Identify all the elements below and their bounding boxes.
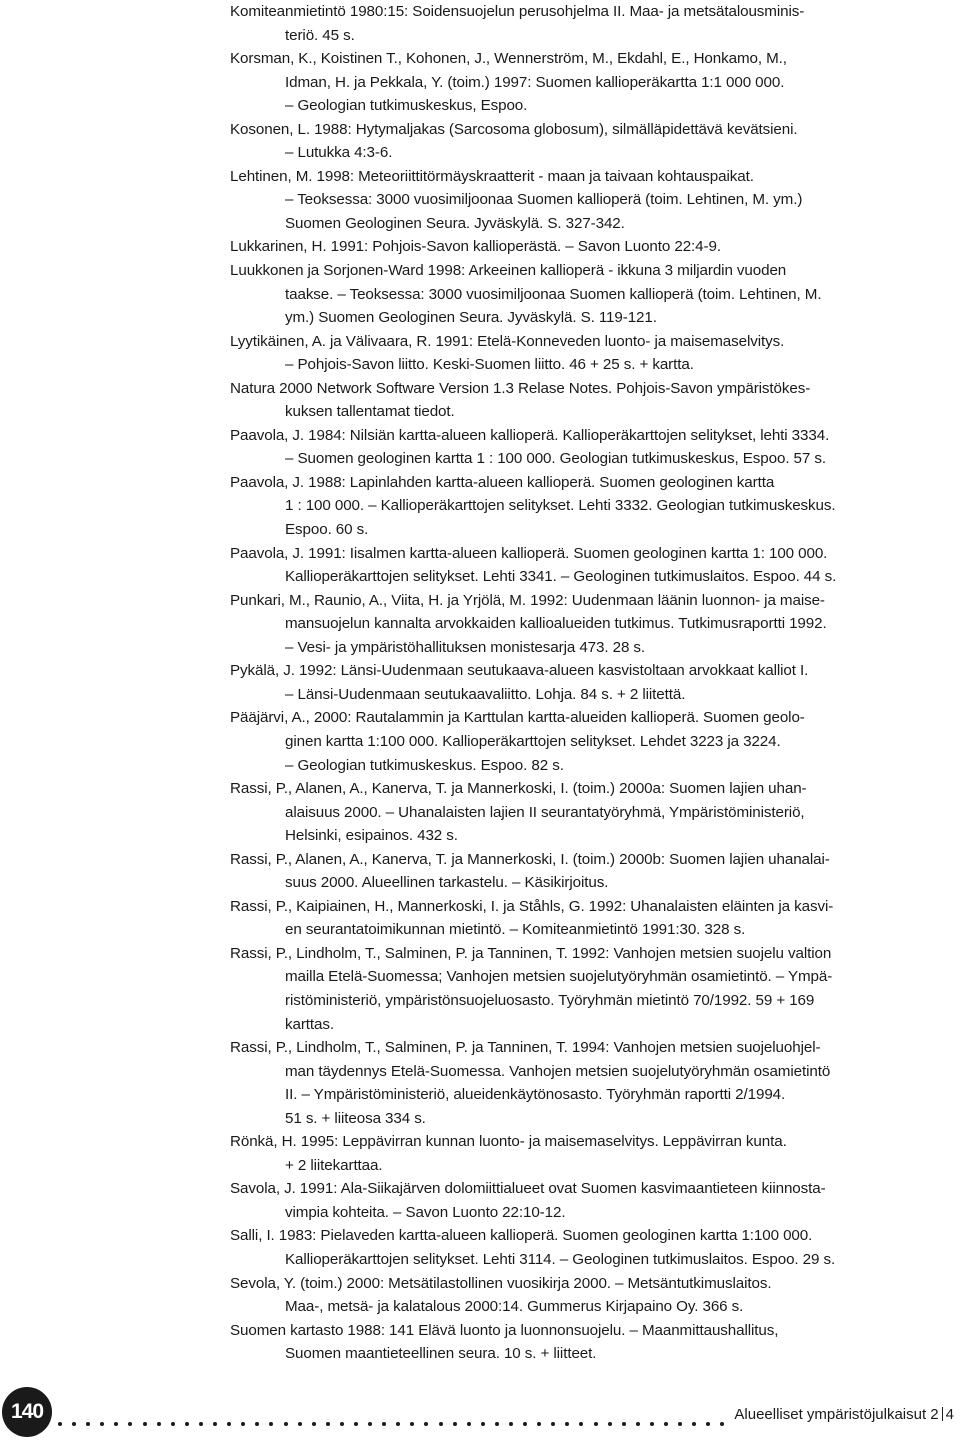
reference-entry: Rönkä, H. 1995: Leppävirran kunnan luonto- ja maisemaselvitys. Leppävirran kunta. + 2 liitekarttaa. xyxy=(230,1133,787,1174)
reference-entry: Rassi, P., Lindholm, T., Salminen, P. ja Tanninen, T. 1994: Vanhojen metsien suojeluohjel- man täydennys Etelä-Suomessa. Vanhojen metsien suojelutyöryhmän osamietintö II. – Ympäristöministeriö, alueidenkäytönosasto. Työryhmän raportti 2/1994. 51 s. + liiteosa 334 s. xyxy=(230,1039,831,1127)
leader-dot xyxy=(636,1422,640,1426)
leader-dot xyxy=(114,1422,118,1426)
reference-entry: Lukkarinen, H. 1991: Pohjois-Savon kallioperästä. – Savon Luonto 22:4-9. xyxy=(230,238,721,256)
leader-dot xyxy=(269,1422,273,1426)
leader-dot xyxy=(664,1422,668,1426)
leader-dot xyxy=(481,1422,485,1426)
leader-dot xyxy=(213,1422,217,1426)
reference-entry: Sevola, Y. (toim.) 2000: Metsätilastollinen vuosikirja 2000. – Metsäntutkimuslaitos. Maa-, metsä- ja kalatalous 2000:14. Gummerus Kirjapaino Oy. 366 s. xyxy=(230,1274,772,1316)
leader-dot xyxy=(692,1422,696,1426)
series-number: 4 xyxy=(945,1406,954,1423)
reference-entry: Pääjärvi, A., 2000: Rautalammin ja Karttulan kartta-alueiden kallioperä. Suomen geolo- ginen kartta 1:100 000. Kallioperäkarttojen selitykset. Lehdet 3223 ja 3224. – Geologian tutkimuskeskus. Espoo. 82 s. xyxy=(230,709,805,774)
reference-entry: Punkari, M., Raunio, A., Viita, H. ja Yrjölä, M. 1992: Uudenmaan läänin luonnon- ja maise- mansuojelun kannalta arvokkaiden kallioalueiden tutkimus. Tutkimusraportti 1992. – Vesi- ja ympäristöhallituksen monistesarja 473. 28 s. xyxy=(230,591,827,656)
reference-entry: Korsman, K., Koistinen T., Kohonen, J., Wennerström, M., Ekdahl, E., Honkamo, M., Idman, H. ja Pekkala, Y. (toim.) 1997: Suomen kallioperäkartta 1:1 000 000. – Geologian tutkimuskeskus, Espoo. xyxy=(230,50,787,115)
reference-entry: Lyytikäinen, A. ja Välivaara, R. 1991: Etelä-Konneveden luonto- ja maisemaselvitys. – Pohjois-Savon liitto. Keski-Suomen liitto. 46 + 25 s. + kartta. xyxy=(230,332,785,374)
leader-dot xyxy=(157,1422,161,1426)
leader-dot xyxy=(622,1422,626,1426)
leader-dot xyxy=(424,1422,428,1426)
reference-entry: Salli, I. 1983: Pielaveden kartta-alueen kallioperä. Suomen geologinen kartta 1:100 000. Kallioperäkarttojen selitykset. Lehti 3114. – Geologinen tutkimuslaitos. Espoo. 29 s. xyxy=(230,1227,836,1268)
series-name: Alueelliset ympäristöjulkaisut 2 xyxy=(734,1406,939,1423)
leader-dot xyxy=(86,1422,90,1426)
leader-dot xyxy=(340,1422,344,1426)
series-separator xyxy=(942,1407,943,1421)
leader-dot xyxy=(467,1422,471,1426)
reference-entry: Rassi, P., Kaipiainen, H., Mannerkoski, I. ja Ståhls, G. 1992: Uhanalaisten eläinten ja kasvi- en seurantatoimikunnan mietintö. – Komiteanmietintö 1991:30. 328 s. xyxy=(230,897,834,939)
reference-entry: Rassi, P., Lindholm, T., Salminen, P. ja Tanninen, T. 1992: Vanhojen metsien suojelu valtion mailla Etelä-Suomessa; Vanhojen metsien suojelutyöryhmän osamietintö. – Ympä- ristöministeriö, ympäristönsuojeluosasto. Työryhmän mietintö 70/1992. 59 + 169 karttas. xyxy=(230,944,833,1033)
leader-dot xyxy=(495,1422,499,1426)
reference-entry: Paavola, J. 1991: Iisalmen kartta-alueen kallioperä. Suomen geologinen kartta 1: 100 000. Kallioperäkarttojen selitykset. Lehti 3341. – Geologinen tutkimuslaitos. Espoo. 44 s. xyxy=(230,544,837,586)
leader-dot xyxy=(565,1422,569,1426)
leader-dot xyxy=(58,1422,62,1426)
reference-entry: Rassi, P., Alanen, A., Kanerva, T. ja Mannerkoski, I. (toim.) 2000b: Suomen lajien uhanalai- suus 2000. Alueellinen tarkastelu. – Käsikirjoitus. xyxy=(230,850,830,892)
reference-entry: Rassi, P., Alanen, A., Kanerva, T. ja Mannerkoski, I. (toim.) 2000a: Suomen lajien uhan- alaisuus 2000. – Uhanalaisten lajien II seurantatyöryhmä, Ympäristöministeriö, Helsinki, esipainos. 432 s. xyxy=(230,780,807,845)
leader-dot xyxy=(439,1422,443,1426)
leader-dot xyxy=(579,1422,583,1426)
leader-dot xyxy=(227,1422,231,1426)
leader-dot xyxy=(720,1422,724,1426)
reference-entry: Natura 2000 Network Software Version 1.3 Relase Notes. Pohjois-Savon ympäristökes- kuksen tallentamat tiedot. xyxy=(230,379,811,421)
leader-dot xyxy=(354,1422,358,1426)
leader-dot xyxy=(128,1422,132,1426)
dotted-leader xyxy=(58,1422,724,1426)
reference-list xyxy=(230,0,950,1366)
reference-entry: Paavola, J. 1988: Lapinlahden kartta-alueen kallioperä. Suomen geologinen kartta 1 : 100 000. – Kallioperäkarttojen selitykset. Lehti 3332. Geologian tutkimuskeskus. Espoo. 60 s. xyxy=(230,473,836,539)
leader-dot xyxy=(100,1422,104,1426)
reference-entry: Lehtinen, M. 1998: Meteoriittitörmäyskraatterit - maan ja taivaan kohtauspaikat. – Teoksessa: 3000 vuosimiljoonaa Suomen kallioperä (toim. Lehtinen, M. ym.) Suomen Geologinen Seura. Jyväskylä. S. 327-342. xyxy=(230,167,803,232)
leader-dot xyxy=(410,1422,414,1426)
leader-dot xyxy=(171,1422,175,1426)
leader-dot xyxy=(298,1422,302,1426)
leader-dot xyxy=(678,1422,682,1426)
leader-dot xyxy=(143,1422,147,1426)
series-title xyxy=(734,1406,954,1423)
leader-dot xyxy=(551,1422,555,1426)
leader-dot xyxy=(284,1422,288,1426)
reference-entry: Luukkonen ja Sorjonen-Ward 1998: Arkeeinen kallioperä - ikkuna 3 miljardin vuoden taakse. – Teoksessa: 3000 vuosimiljoonaa Suomen kallioperä (toim. Lehtinen, M. ym.) Suomen Geologinen Seura. Jyväskylä. S. 119-121. xyxy=(230,262,822,327)
reference-entry: Kosonen, L. 1988: Hytymaljakas (Sarcosoma globosum), silmälläpidettävä kevätsieni. – Lutukka 4:3-6. xyxy=(230,120,798,162)
reference-entry: Komiteanmietintö 1980:15: Soidensuojelun perusohjelma II. Maa- ja metsätalousminis- teriö. 45 s. xyxy=(230,3,805,44)
leader-dot xyxy=(396,1422,400,1426)
leader-dot xyxy=(72,1422,76,1426)
page-footer xyxy=(0,1384,960,1444)
leader-dot xyxy=(523,1422,527,1426)
reference-entry: Suomen kartasto 1988: 141 Elävä luonto ja luonnonsuojelu. – Maanmittaushallitus, Suomen maantieteellinen seura. 10 s. + liitteet. xyxy=(230,1321,779,1363)
leader-dot xyxy=(608,1422,612,1426)
leader-dot xyxy=(312,1422,316,1426)
leader-dot xyxy=(326,1422,330,1426)
leader-dot xyxy=(185,1422,189,1426)
reference-entry: Savola, J. 1991: Ala-Siikajärven dolomiittialueet ovat Suomen kasvimaantieteen kiinnosta- vimpia kohteita. – Savon Luonto 22:10-12. xyxy=(230,1180,826,1221)
leader-dot xyxy=(255,1422,259,1426)
leader-dot xyxy=(594,1422,598,1426)
leader-dot xyxy=(537,1422,541,1426)
reference-entry: Pykälä, J. 1992: Länsi-Uudenmaan seutukaava-alueen kasvistoltaan arvokkaat kalliot I. – Länsi-Uudenmaan seutukaavaliitto. Lohja. 84 s. + 2 liitettä. xyxy=(230,662,809,703)
leader-dot xyxy=(368,1422,372,1426)
leader-dot xyxy=(650,1422,654,1426)
leader-dot xyxy=(382,1422,386,1426)
leader-dot xyxy=(509,1422,513,1426)
leader-dot xyxy=(241,1422,245,1426)
page-number-badge: 140 xyxy=(2,1387,52,1437)
leader-dot xyxy=(706,1422,710,1426)
leader-dot xyxy=(199,1422,203,1426)
leader-dot xyxy=(453,1422,457,1426)
reference-entry: Paavola, J. 1984: Nilsiän kartta-alueen kallioperä. Kallioperäkarttojen selitykset, lehti 3334. – Suomen geologinen kartta 1 : 100 000. Geologian tutkimuskeskus, Espoo. 57 s. xyxy=(230,426,830,468)
